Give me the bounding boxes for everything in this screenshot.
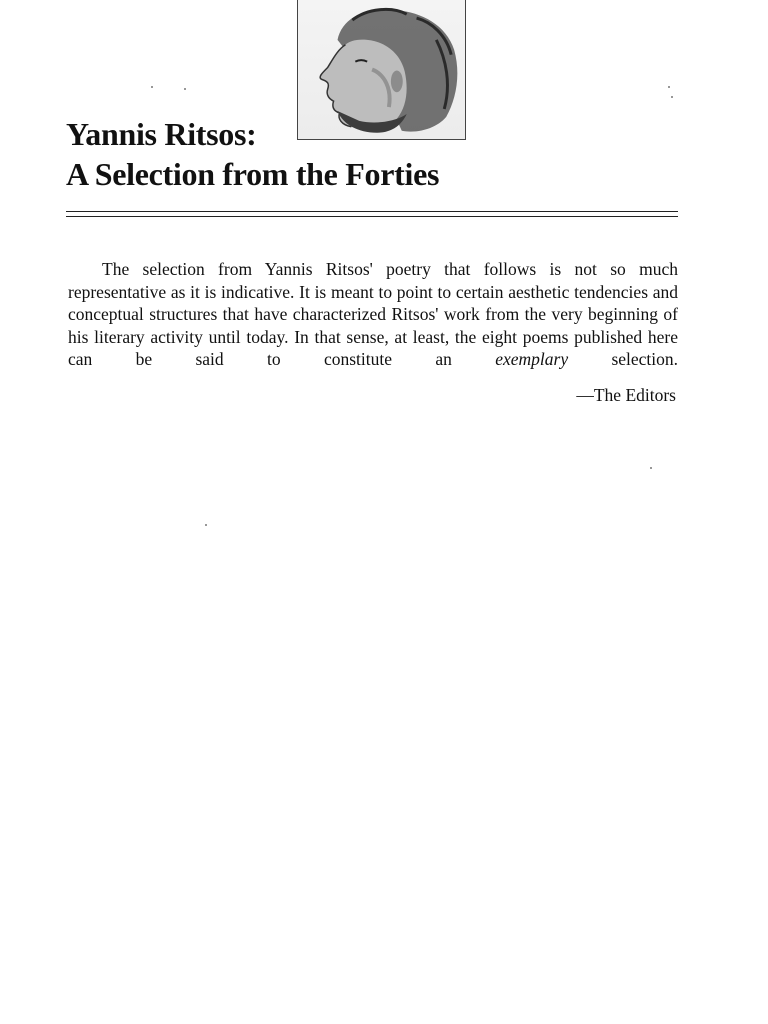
intro-emphasis: exemplary: [495, 349, 569, 369]
intro-text-end: selection.: [611, 349, 679, 369]
intro-text: The selection from Yannis Ritsos' poetry that follows is not so much representative as it is indicative. It is meant to point to certain aesthetic tendencies and conceptual structures that have characterized Ritsos' work from the very beginning of his literary activity until today. In that sense, at least, the eight poems published here can be said to constitute an: [68, 259, 678, 369]
title-divider-bottom: [66, 216, 678, 217]
title-divider-top: [66, 211, 678, 212]
editors-signature: —The Editors: [576, 385, 676, 405]
scan-speck: [671, 96, 673, 98]
title-line-1: Yannis Ritsos:: [66, 116, 257, 152]
editors-introduction: [68, 258, 678, 371]
scan-speck: [205, 524, 207, 526]
scan-speck: [650, 467, 652, 469]
scan-speck: [184, 88, 186, 90]
scan-speck: [151, 86, 153, 88]
scan-speck: [668, 86, 670, 88]
page-title: [66, 114, 686, 194]
title-line-2: A Selection from the Forties: [66, 156, 440, 192]
